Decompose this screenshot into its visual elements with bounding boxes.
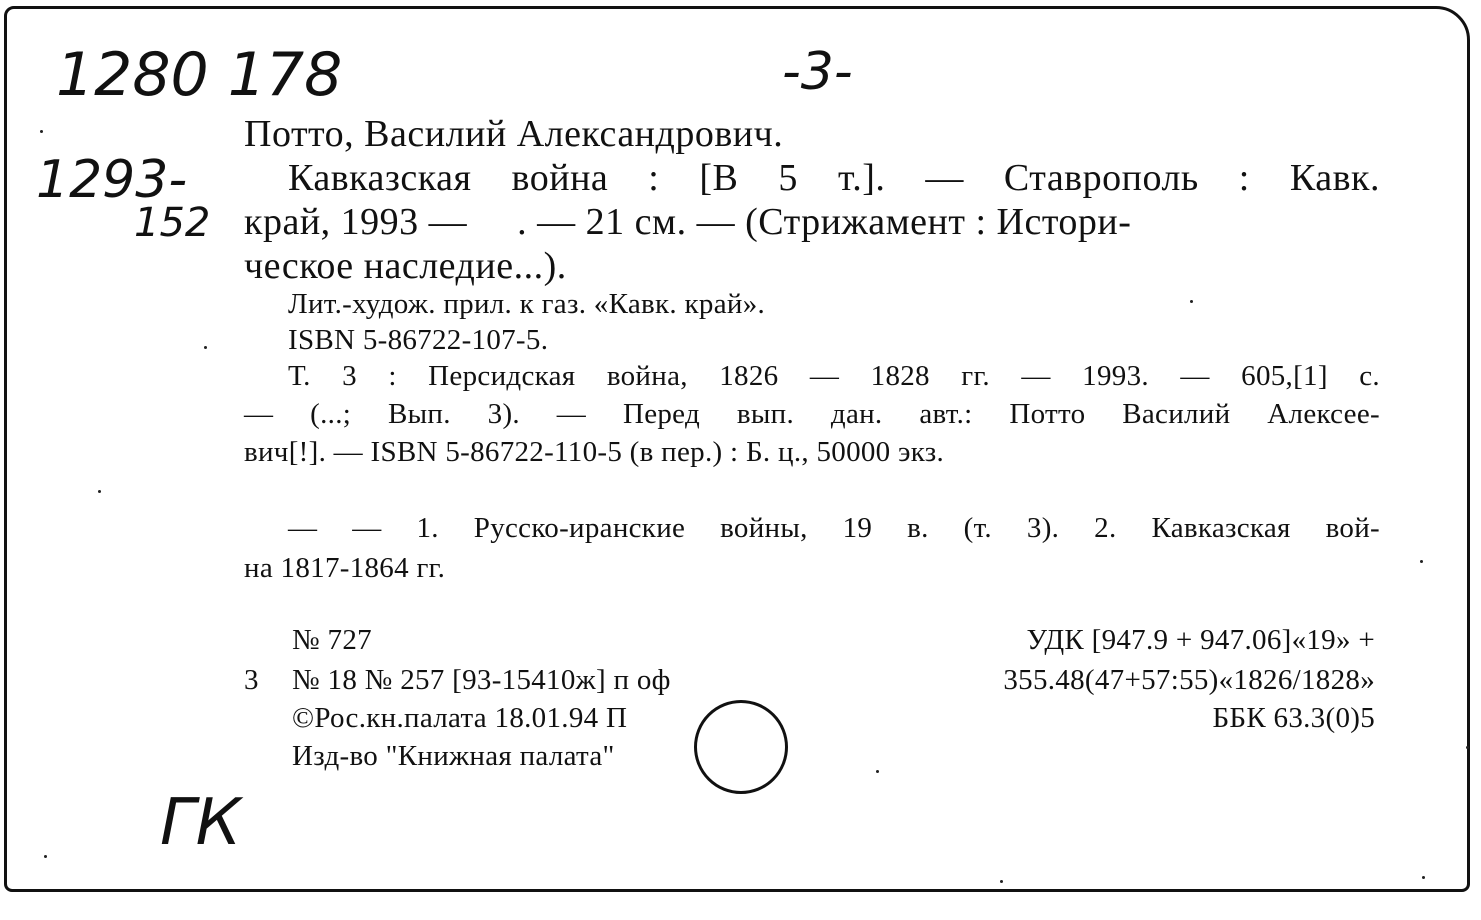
note-line: Лит.-худож. прил. к газ. «Кавк. край». (288, 288, 766, 320)
handwritten-page-mark: -3- (782, 42, 853, 102)
scan-speck (44, 855, 47, 858)
udk-line-1: УДК [947.9 + 947.06]«19» + (1026, 624, 1375, 656)
author-heading: Потто, Василий Александрович. (244, 113, 784, 155)
scan-speck (1000, 880, 1003, 883)
handwritten-accession-number: 1280 178 (56, 40, 343, 110)
udk-line-2: 355.48(47+57:55)«1826/1828» (1003, 664, 1375, 696)
subjects-line-1: — — 1. Русско-иранские войны, 19 в. (т. 3). 2. Кавказская вой- (288, 512, 1380, 544)
volume-line-3: вич[!]. — ISBN 5-86722-110-5 (в пер.) : Б. ц., 50000 экз. (244, 436, 945, 468)
handwritten-initials: ГК (160, 786, 242, 860)
bbk-line: ББК 63.3(0)5 (1212, 702, 1375, 734)
isbn-line: ISBN 5-86722-107-5. (288, 324, 549, 356)
subjects-line-2: на 1817-1864 гг. (244, 552, 446, 584)
stamp-circle (694, 700, 788, 794)
handwritten-second-number-sub: 152 (134, 200, 211, 246)
left-margin-mark: 3 (244, 664, 259, 696)
scan-speck (1190, 300, 1193, 303)
scan-speck (876, 770, 879, 773)
scan-speck (1466, 746, 1469, 749)
volume-line-2: — (...; Вып. 3). — Перед вып. дан. авт.: Потто Василий Алексее- (244, 398, 1380, 430)
scan-speck (98, 490, 101, 493)
registration-numbers: № 18 № 257 [93-15410ж] п оф (292, 664, 671, 696)
scan-speck (1420, 560, 1423, 563)
title-line-3: ческое наследие...). (244, 245, 567, 287)
scan-speck (1422, 876, 1425, 879)
title-line-2: край, 1993 — . — 21 см. — (Стрижамент : Истори- (244, 201, 1132, 243)
publisher-line: Изд-во "Книжная палата" (292, 740, 615, 772)
handwritten-second-number: 1293- (36, 150, 188, 210)
volume-line-1: Т. 3 : Персидская война, 1826 — 1828 гг. — 1993. — 605,[1] с. (288, 360, 1380, 392)
scan-speck (40, 130, 43, 133)
title-line-1: Кавказская война : [В 5 т.]. — Ставрополь : Кавк. (288, 157, 1380, 199)
card-number-727: № 727 (292, 624, 372, 656)
scan-speck (204, 346, 207, 349)
copyright-line: ©Рос.кн.палата 18.01.94 П (292, 702, 628, 734)
